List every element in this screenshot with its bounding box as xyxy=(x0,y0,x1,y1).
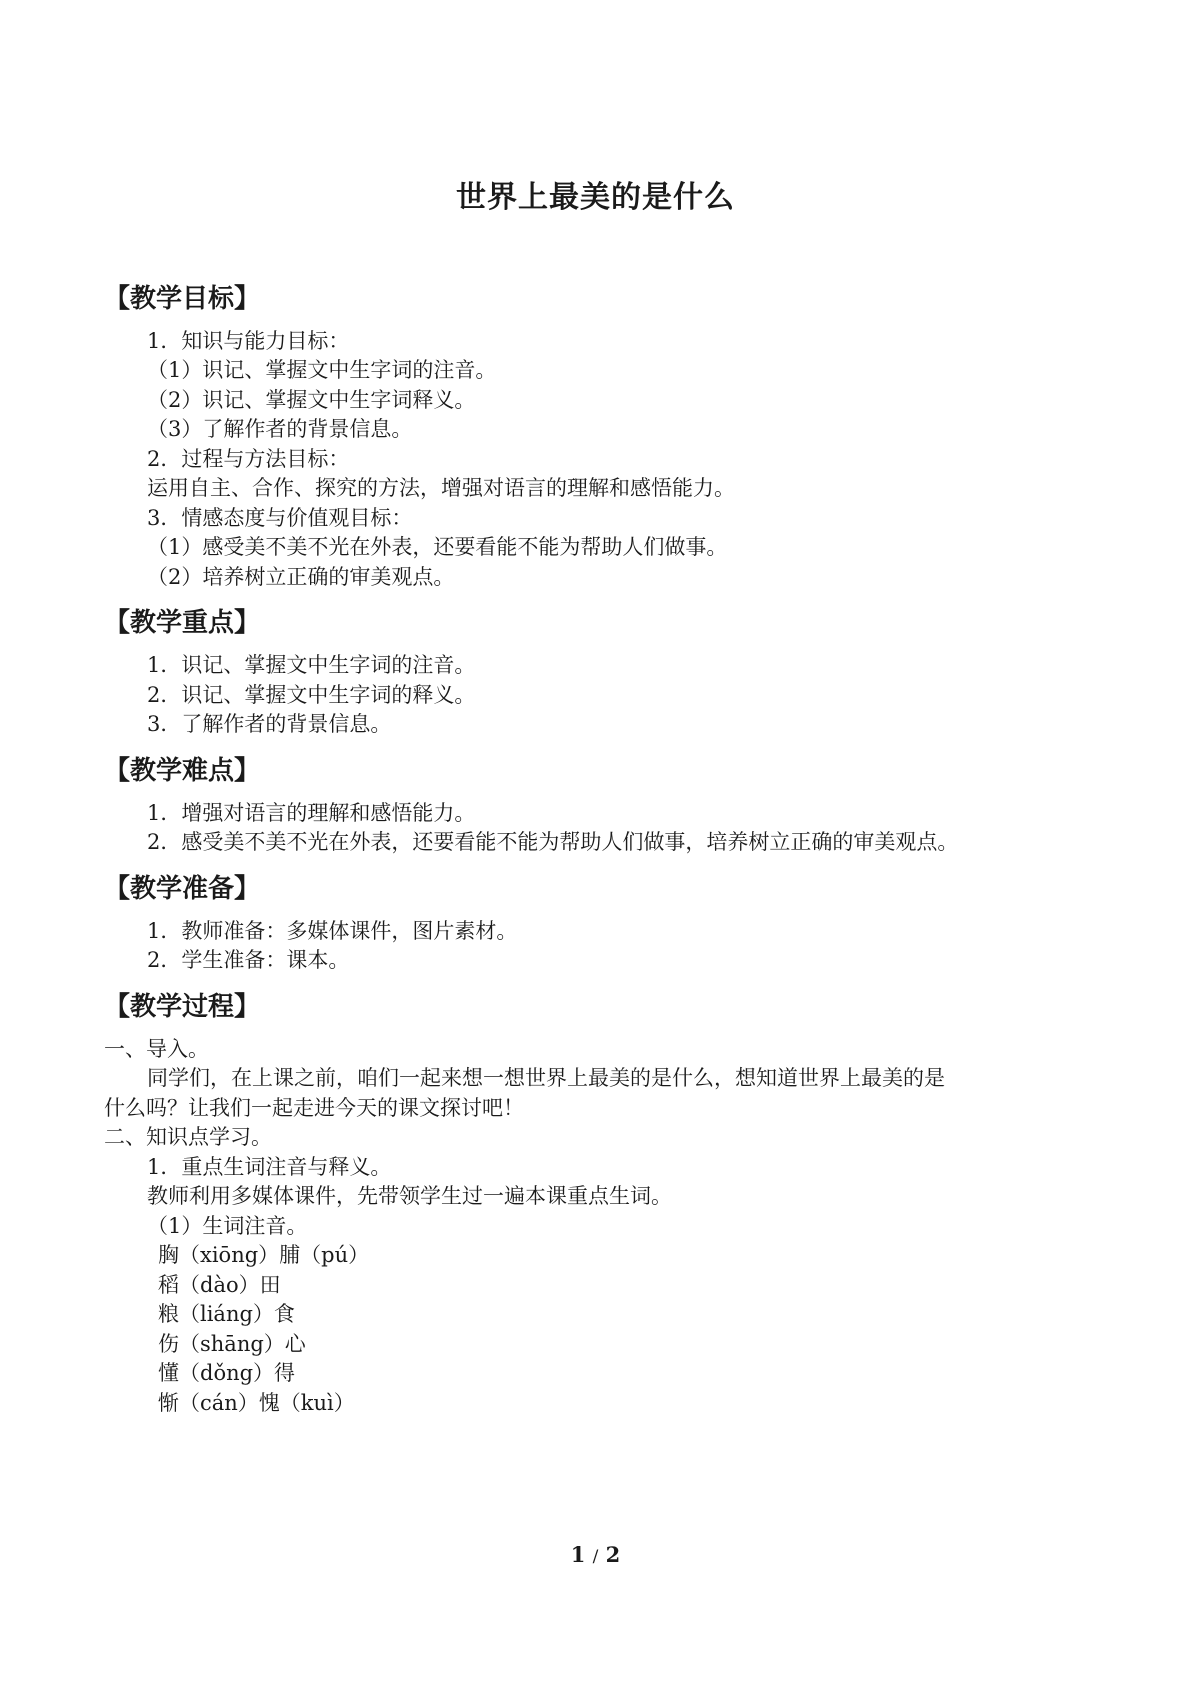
difficulties-line: 1．增强对语言的理解和感悟能力。 xyxy=(147,801,476,825)
process-line: 伤（shāng）心 xyxy=(158,1332,306,1356)
preparation-line: 2．学生准备：课本。 xyxy=(147,948,350,972)
process-line: 教师利用多媒体课件，先带领学生过一遍本课重点生词。 xyxy=(147,1184,672,1208)
section-heading-difficulties: 【教学难点】 xyxy=(104,756,261,786)
process-line: 什么吗？让我们一起走进今天的课文探讨吧！ xyxy=(104,1096,524,1120)
process-line: 粮（liáng）食 xyxy=(158,1302,295,1326)
objectives-line: 运用自主、合作、探究的方法，增强对语言的理解和感悟能力。 xyxy=(147,476,735,500)
page-current: 1 xyxy=(570,1542,586,1567)
page-separator: / xyxy=(592,1547,599,1567)
process-line: 一、导入。 xyxy=(104,1037,209,1061)
page-total: 2 xyxy=(605,1542,621,1567)
key-points-line: 1．识记、掌握文中生字词的注音。 xyxy=(147,653,476,677)
objectives-line: （1）识记、掌握文中生字词的注音。 xyxy=(147,358,497,382)
section-heading-preparation: 【教学准备】 xyxy=(104,874,261,904)
process-line: 稻（dào）田 xyxy=(158,1273,281,1297)
objectives-line: （1）感受美不美不光在外表，还要看能不能为帮助人们做事。 xyxy=(147,535,728,559)
key-points-line: 2．识记、掌握文中生字词的释义。 xyxy=(147,683,476,707)
objectives-line: 3．情感态度与价值观目标： xyxy=(147,506,413,530)
objectives-line: （3）了解作者的背景信息。 xyxy=(147,417,413,441)
process-line: （1）生词注音。 xyxy=(147,1214,308,1238)
section-heading-key-points: 【教学重点】 xyxy=(104,608,261,638)
page-number xyxy=(0,1542,1191,1567)
section-heading-process: 【教学过程】 xyxy=(104,992,261,1022)
process-line: 同学们，在上课之前，咱们一起来想一想世界上最美的是什么，想知道世界上最美的是 xyxy=(147,1066,945,1090)
process-line: 懂（dǒng）得 xyxy=(158,1361,296,1385)
key-points-line: 3．了解作者的背景信息。 xyxy=(147,712,392,736)
section-heading-objectives: 【教学目标】 xyxy=(104,284,261,314)
process-line: 二、知识点学习。 xyxy=(104,1125,272,1149)
difficulties-line: 2．感受美不美不光在外表，还要看能不能为帮助人们做事，培养树立正确的审美观点。 xyxy=(147,830,959,854)
process-line: 1．重点生词注音与释义。 xyxy=(147,1155,392,1179)
objectives-line: 2．过程与方法目标： xyxy=(147,447,350,471)
page-title: 世界上最美的是什么 xyxy=(456,180,735,215)
process-line: 惭（cán）愧（kuì） xyxy=(158,1391,355,1415)
objectives-line: 1．知识与能力目标： xyxy=(147,329,350,353)
objectives-line: （2）识记、掌握文中生字词释义。 xyxy=(147,388,476,412)
preparation-line: 1．教师准备：多媒体课件，图片素材。 xyxy=(147,919,518,943)
objectives-line: （2）培养树立正确的审美观点。 xyxy=(147,565,455,589)
process-line: 胸（xiōng）脯（pú） xyxy=(158,1243,370,1267)
